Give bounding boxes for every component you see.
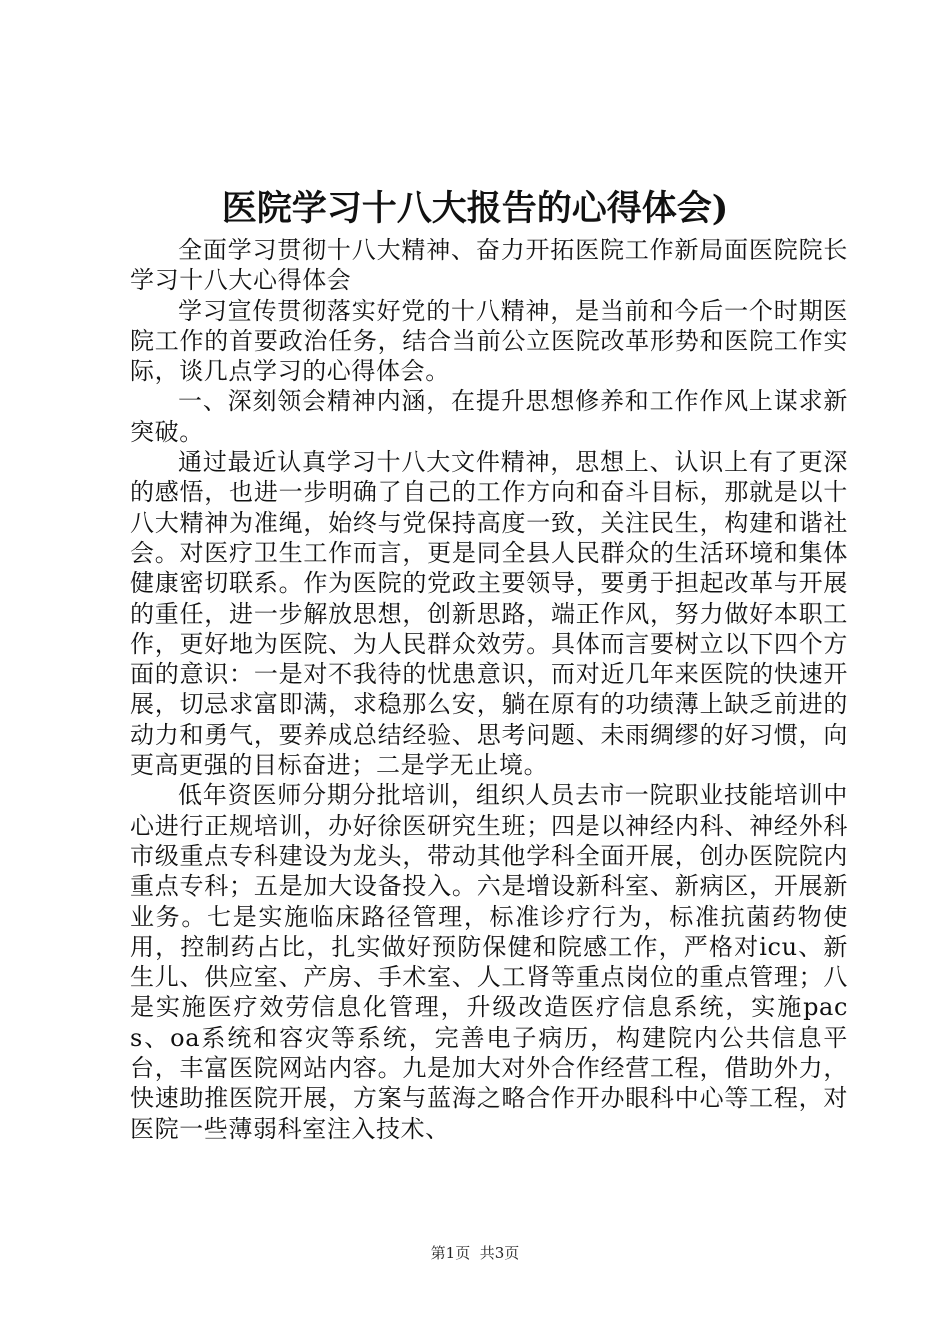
page-total: 共3页 [479, 1244, 520, 1262]
paragraph-2: 学习宣传贯彻落实好党的十八精神，是当前和今后一个时期医院工作的首要政治任务，结合当前公立医院改革形势和医院工作实际，谈几点学习的心得体会。 [130, 296, 848, 386]
document-title: 医院学习十八大报告的心得体会) [221, 188, 729, 229]
document-body [130, 235, 848, 1144]
paragraph-1: 全面学习贯彻十八大精神、奋力开拓医院工作新局面医院院长学习十八大心得体会 [130, 236, 848, 295]
paragraph-3: 一、深刻领会精神内涵，在提升思想修养和工作作风上谋求新突破。 [130, 387, 848, 446]
page-footer [0, 1243, 950, 1263]
paragraph-4: 通过最近认真学习十八大文件精神，思想上、认识上有了更深的感悟，也进一步明确了自己的工作方向和奋斗目标，那就是以十八大精神为准绳，始终与党保持高度一致，关注民生，构建和谐社会。对医疗卫生工作而言，更是同全县人民群众的生活环境和集体健康密切联系。作为医院的党政主要领导，要勇于担起改革与开展的重任，进一步解放思想，创新思路，端正作风，努力做好本职工作，更好地为医院、为人民群众效劳。具体而言要树立以下四个方面的意识：一是对不我待的忧患意识，而对近几年来医院的快速开展，切忌求富即满，求稳那么安，躺在原有的功绩薄上缺乏前进的动力和勇气，要养成总结经验、思考问题、未雨绸缪的好习惯，向更高更强的目标奋进；二是学无止境。 [130, 448, 848, 780]
paragraph-5: 低年资医师分期分批培训，组织人员去市一院职业技能培训中心进行正规培训，办好徐医研究生班；四是以神经内科、神经外科市级重点专科建设为龙头，带动其他学科全面开展，创办医院院内重点专科；五是加大设备投入。六是增设新科室、新病区，开展新业务。七是实施临床路径管理，标准诊疗行为，标准抗菌药物使用，控制药占比，扎实做好预防保健和院感工作，严格对icu、新生儿、供应室、产房、手术室、人工肾等重点岗位的重点管理；八是实施医疗效劳信息化管理，升级改造医疗信息系统，实施pacs、oa系统和容灾等系统，完善电子病历，构建院内公共信息平台，丰富医院网站内容。九是加大对外合作经营工程，借助外力，快速助推医院开展，方案与蓝海之略合作开办眼科中心等工程，对医院一些薄弱科室注入技术、 [130, 781, 848, 1143]
page-number: 第1页 [430, 1244, 471, 1262]
